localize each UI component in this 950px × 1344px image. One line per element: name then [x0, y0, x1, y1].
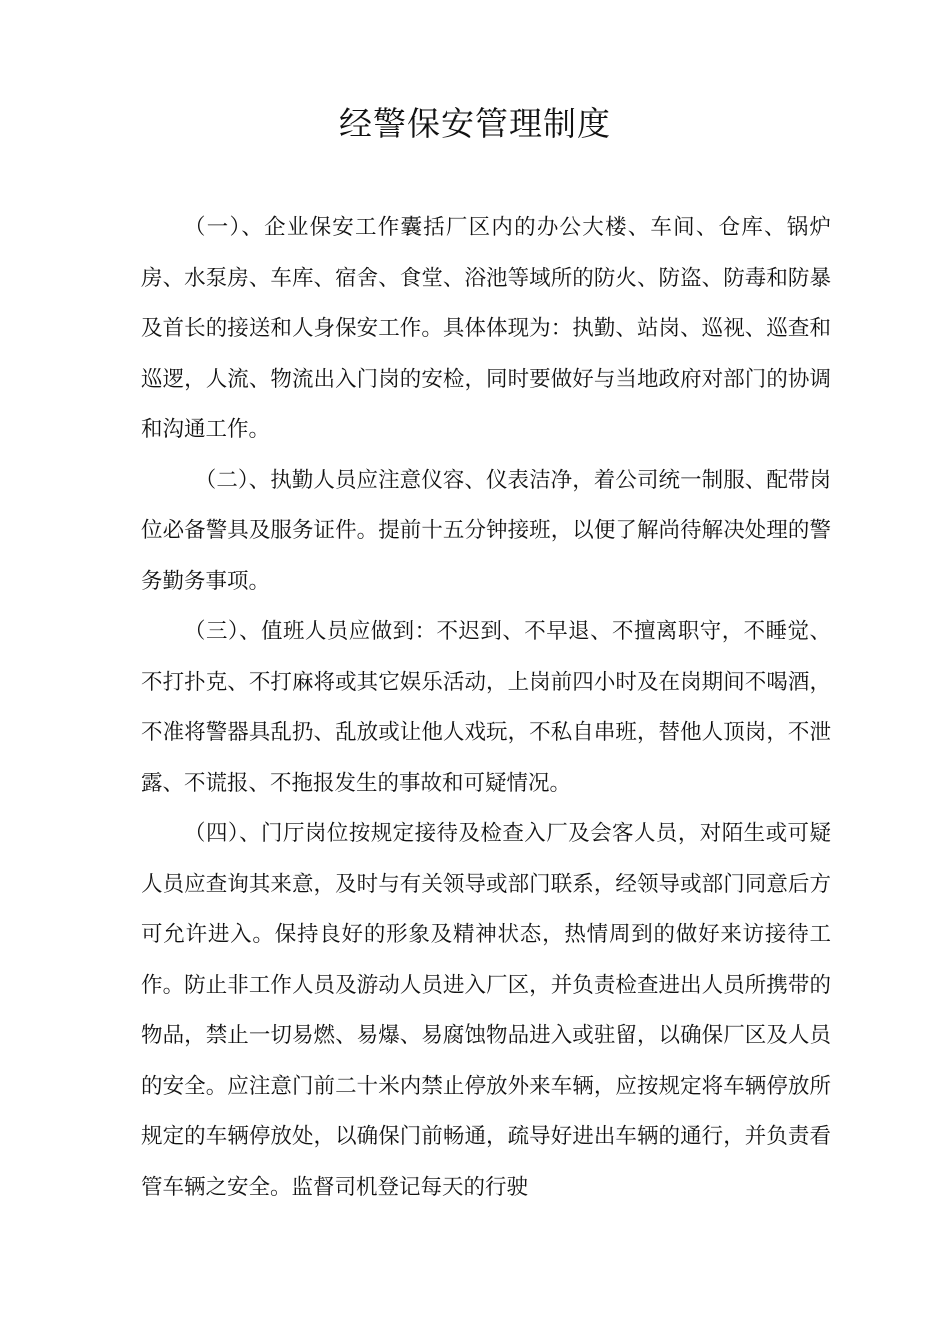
paragraph-3: （三）、值班人员应做到：不迟到、不早退、不擅离职守，不睡觉、不打扑克、不打麻将或其它娱乐活动，上岗前四小时及在岗期间不喝酒，不准将警器具乱扔、乱放或让他人戏玩，不私自串班，替他人顶岗，不泄露、不谎报、不拖报发生的事故和可疑情况。 — [141, 619, 831, 796]
paragraph-2: （二）、执勤人员应注意仪容、仪表洁净，着公司统一制服、配带岗位必备警具及服务证件。提前十五分钟接班，以便了解尚待解决处理的警务勤务事项。 — [141, 467, 831, 594]
paragraph-4: （四）、门厅岗位按规定接待及检查入厂及会客人员，对陌生或可疑人员应查询其来意，及时与有关领导或部门联系，经领导或部门同意后方可允许进入。保持良好的形象及精神状态，热情周到的做好来访接待工作。防止非工作人员及游动人员进入厂区，并负责检查进出人员所携带的物品，禁止一切易燃、易爆、易腐蚀物品进入或驻留，以确保厂区及人员的安全。应注意门前二十米内禁止停放外来车辆，应按规定将车辆停放所规定的车辆停放处，以确保门前畅通，疏导好进出车辆的通行，并负责看管车辆之安全。监督司机登记每天的行驶 — [141, 821, 831, 1200]
paragraph-1: （一）、企业保安工作囊括厂区内的办公大楼、车间、仓库、锅炉房、水泵房、车库、宿舍、食堂、浴池等域所的防火、防盗、防毒和防暴及首长的接送和人身保安工作。具体体现为：执勤、站岗、巡视、巡查和巡逻，人流、物流出入门岗的安检，同时要做好与当地政府对部门的协调和沟通工作。 — [141, 215, 831, 442]
document-body — [141, 203, 831, 1213]
document-title: 经警保安管理制度 — [339, 104, 611, 143]
